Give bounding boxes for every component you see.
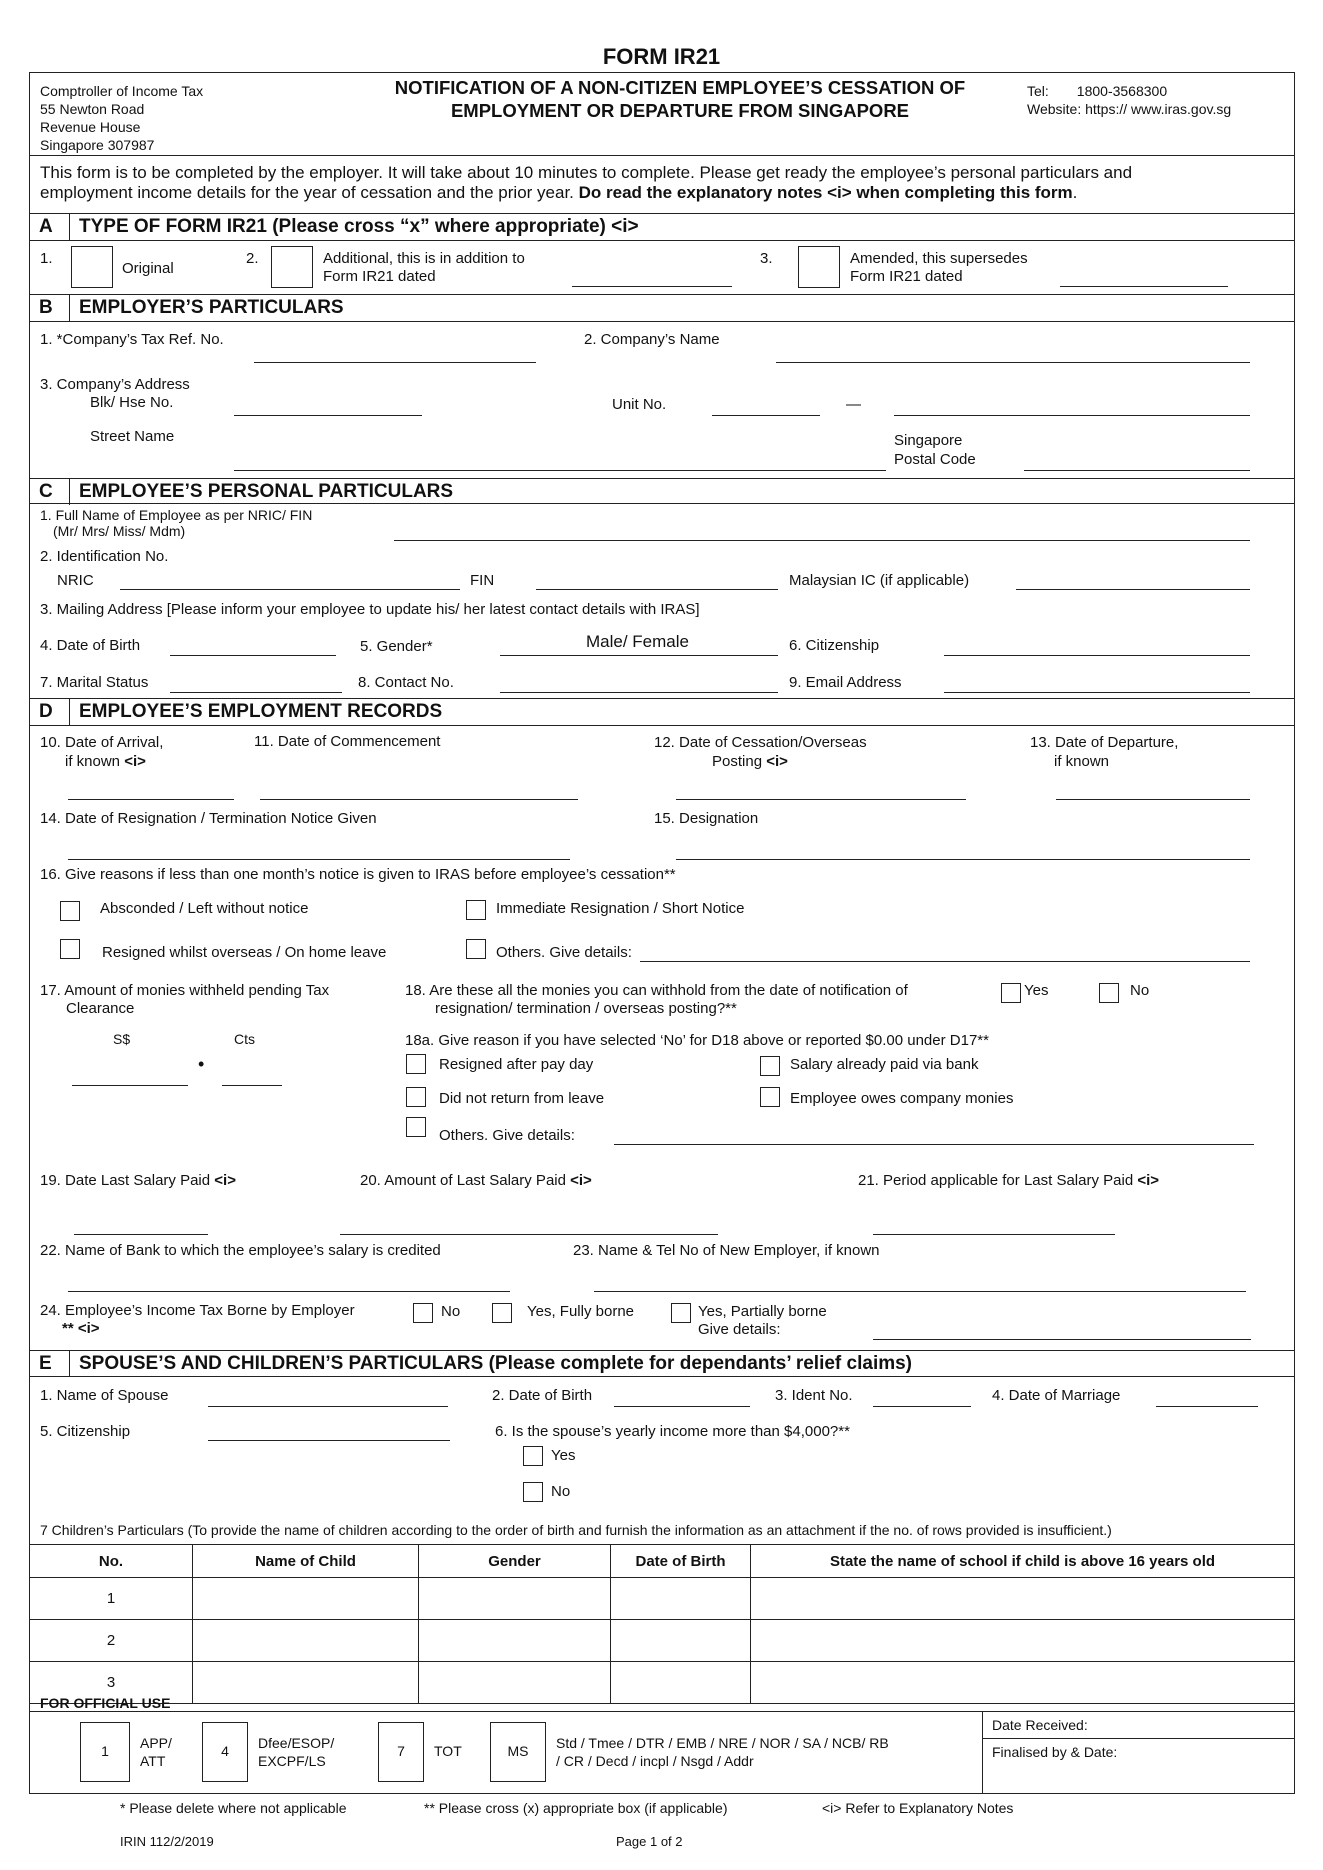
website-link[interactable]: Website: https:// www.iras.gov.sg xyxy=(1027,101,1232,117)
status-codes: Std / Tmee / DTR / EMB / NRE / NOR / SA / NCB/ RB / CR / Decd / incpl / Nsgd / Addr xyxy=(556,1735,889,1769)
spouse-dob-label: 2. Date of Birth xyxy=(492,1387,593,1404)
option-number: 3. xyxy=(760,250,773,267)
designation-field[interactable] xyxy=(676,859,1250,860)
col-header-name: Name of Child xyxy=(193,1545,419,1578)
fin-label: FIN xyxy=(470,572,495,589)
absconded-label: Absconded / Left without notice xyxy=(100,900,309,917)
gender-label: 5. Gender* xyxy=(360,638,433,655)
form-heading: NOTIFICATION OF A NON-CITIZEN EMPLOYEE’S CESSATION OF EMPLOYMENT OR DEPARTURE FROM SINGAPORE xyxy=(394,77,966,121)
section-e-header: E SPOUSE’S AND CHILDREN’S PARTICULARS (Please complete for dependants’ relief claims) xyxy=(29,1351,1295,1377)
q16-others-field[interactable] xyxy=(640,961,1250,962)
q11-label: 11. Date of Commencement xyxy=(254,733,441,750)
q18a-others-field[interactable] xyxy=(614,1144,1254,1145)
q16-others-checkbox[interactable] xyxy=(466,939,486,959)
marriage-date-label: 4. Date of Marriage xyxy=(992,1387,1121,1404)
email-label: 9. Email Address xyxy=(789,674,902,691)
q17-label: 17. Amount of monies withheld pending Tax Clearance xyxy=(40,982,330,1017)
tax-ref-label: 1. *Company’s Tax Ref. No. xyxy=(40,331,224,348)
postal-field[interactable] xyxy=(1024,470,1250,471)
q18a-others-checkbox[interactable] xyxy=(406,1117,426,1137)
absconded-checkbox[interactable] xyxy=(60,901,80,921)
q24-label: 24. Employee’s Income Tax Borne by Employer ** <i> xyxy=(40,1302,355,1337)
spouse-name-label: 1. Name of Spouse xyxy=(40,1387,169,1404)
q18a-label: 18a. Give reason if you have selected ‘No’ for D18 above or reported $0.00 under D17** xyxy=(405,1032,989,1049)
tax-borne-no-checkbox[interactable] xyxy=(413,1303,433,1323)
section-d-header: D EMPLOYEE’S EMPLOYMENT RECORDS xyxy=(29,699,1295,725)
child-dob-cell[interactable] xyxy=(611,1662,751,1704)
q19-label: 19. Date Last Salary Paid <i> xyxy=(40,1172,236,1189)
last-salary-amount-field[interactable] xyxy=(340,1234,718,1235)
last-salary-period-field[interactable] xyxy=(873,1234,1115,1235)
immediate-resignation-label: Immediate Resignation / Short Notice xyxy=(496,900,745,917)
nric-field[interactable] xyxy=(120,589,460,590)
additional-checkbox[interactable] xyxy=(271,246,313,288)
amended-date-field[interactable] xyxy=(1060,286,1228,287)
tax-ref-field[interactable] xyxy=(254,362,536,363)
tax-borne-full-checkbox[interactable] xyxy=(492,1303,512,1323)
app-att-label: APP/ ATT xyxy=(140,1735,172,1769)
child-gender-cell[interactable] xyxy=(419,1662,611,1704)
departure-date-field[interactable] xyxy=(1056,799,1250,800)
owes-company-label: Employee owes company monies xyxy=(790,1090,1014,1107)
original-checkbox[interactable] xyxy=(71,246,113,288)
blk-field[interactable] xyxy=(234,415,422,416)
q18-no-checkbox[interactable] xyxy=(1099,983,1119,1003)
nric-label: NRIC xyxy=(57,572,94,589)
additional-date-field[interactable] xyxy=(572,286,732,287)
official-box-4[interactable]: 4 xyxy=(202,1722,248,1782)
child-dob-cell[interactable] xyxy=(611,1578,751,1620)
additional-label: Additional, this is in addition to Form IR21 dated xyxy=(323,250,525,285)
tel-value: 1800-3568300 xyxy=(1076,83,1168,99)
finalised-label: Finalised by & Date: xyxy=(992,1744,1118,1760)
q18-yes-checkbox[interactable] xyxy=(1001,983,1021,1003)
q15-label: 15. Designation xyxy=(654,810,759,827)
footnote-explanatory: <i> Refer to Explanatory Notes xyxy=(822,1800,1014,1816)
sgd-label: S$ xyxy=(113,1031,131,1047)
child-gender-cell[interactable] xyxy=(419,1578,611,1620)
not-return-label: Did not return from leave xyxy=(439,1090,605,1107)
col-header-gender: Gender xyxy=(419,1545,611,1578)
form-code: IRIN 112/2/2019 xyxy=(120,1834,214,1849)
comptroller-address: Comptroller of Income Tax 55 Newton Road Revenue House Singapore 307987 xyxy=(40,83,204,153)
unit-dash: — xyxy=(846,396,861,413)
tax-borne-full-label: Yes, Fully borne xyxy=(527,1303,635,1320)
dfee-label: Dfee/ESOP/ EXCPF/LS xyxy=(258,1735,335,1769)
marriage-date-field[interactable] xyxy=(1156,1406,1258,1407)
q20-label: 20. Amount of Last Salary Paid <i> xyxy=(360,1172,592,1189)
mailing-address-label: 3. Mailing Address [Please inform your employee to update his/ her latest contact details with IRAS] xyxy=(40,601,700,618)
child-name-cell[interactable] xyxy=(193,1578,419,1620)
fin-field[interactable] xyxy=(536,589,778,590)
official-box-7[interactable]: 7 xyxy=(378,1722,424,1782)
intro-text: This form is to be completed by the employer. It will take about 10 minutes to complete. Please get ready the employee’s personal particulars and employment income details for the year of cessation and the prior year. Do read the explanatory notes <i> when completing this form. xyxy=(40,163,1133,202)
cts-label: Cts xyxy=(234,1031,255,1047)
bank-name-field[interactable] xyxy=(68,1291,510,1292)
q13-label: 13. Date of Departure, if known xyxy=(1030,734,1179,770)
row-number: 1 xyxy=(30,1578,193,1620)
spouse-income-yes-label: Yes xyxy=(551,1447,576,1464)
section-b-header: B EMPLOYER’S PARTICULARS xyxy=(29,295,1295,321)
salary-paid-label: Salary already paid via bank xyxy=(790,1056,979,1073)
col-header-dob: Date of Birth xyxy=(611,1545,751,1578)
page-number: Page 1 of 2 xyxy=(616,1834,683,1849)
q16-label: 16. Give reasons if less than one month’s notice is given to IRAS before employee’s cessation** xyxy=(40,866,676,883)
spouse-ident-field[interactable] xyxy=(873,1406,971,1407)
q18-no-label: No xyxy=(1130,982,1150,999)
child-dob-cell[interactable] xyxy=(611,1620,751,1662)
row-number: 2 xyxy=(30,1620,193,1662)
marital-field[interactable] xyxy=(170,692,342,693)
tax-borne-partial-checkbox[interactable] xyxy=(671,1303,691,1323)
original-label: Original xyxy=(122,260,174,277)
contact-field[interactable] xyxy=(500,692,778,693)
tax-borne-partial-label: Yes, Partially borne Give details: xyxy=(698,1303,827,1338)
section-c-header: C EMPLOYEE’S PERSONAL PARTICULARS xyxy=(29,479,1295,505)
q18-label: 18. Are these all the monies you can withhold from the date of notification of resignation/ termination / overseas posting?** xyxy=(405,982,908,1017)
amount-dollars-field[interactable] xyxy=(72,1085,188,1086)
children-note: 7 Children’s Particulars (To provide the name of children according to the order of birth and furnish the information as an attachment if the no. of rows provided is insufficient.) xyxy=(40,1522,1112,1538)
q10-label: 10. Date of Arrival, if known <i> xyxy=(40,734,164,770)
date-received-label: Date Received: xyxy=(992,1717,1088,1733)
child-name-cell[interactable] xyxy=(193,1662,419,1704)
official-use-title: FOR OFFICIAL USE xyxy=(40,1695,171,1711)
last-salary-date-field[interactable] xyxy=(74,1234,208,1235)
col-header-school: State the name of school if child is above 16 years old xyxy=(751,1545,1295,1578)
company-name-field[interactable] xyxy=(776,362,1250,363)
resigned-after-payday-checkbox[interactable] xyxy=(406,1054,426,1074)
spouse-income-no-checkbox[interactable] xyxy=(523,1482,543,1502)
unit-floor-field[interactable] xyxy=(712,415,820,416)
q18-yes-label: Yes xyxy=(1024,982,1049,999)
spouse-income-yes-checkbox[interactable] xyxy=(523,1446,543,1466)
blk-label: Blk/ Hse No. xyxy=(90,394,174,411)
full-name-label: 1. Full Name of Employee as per NRIC/ FIN (Mr/ Mrs/ Miss/ Mdm) xyxy=(40,507,313,539)
overseas-checkbox[interactable] xyxy=(60,939,80,959)
company-address-label: 3. Company’s Address xyxy=(40,376,190,393)
q21-label: 21. Period applicable for Last Salary Paid <i> xyxy=(858,1172,1160,1189)
citizenship-label: 6. Citizenship xyxy=(789,637,880,654)
spouse-ident-label: 3. Ident No. xyxy=(775,1387,853,1404)
q16-others-label: Others. Give details: xyxy=(496,944,632,961)
immediate-resignation-checkbox[interactable] xyxy=(466,900,486,920)
spouse-dob-field[interactable] xyxy=(614,1406,750,1407)
dob-field[interactable] xyxy=(170,655,336,656)
tel-label: Tel: xyxy=(1027,83,1049,99)
child-school-cell[interactable] xyxy=(751,1578,1295,1620)
salary-paid-checkbox[interactable] xyxy=(760,1056,780,1076)
amended-checkbox[interactable] xyxy=(798,246,840,288)
malaysian-ic-field[interactable] xyxy=(1016,589,1250,590)
amount-cents-field[interactable] xyxy=(222,1085,282,1086)
footnote-cross: ** Please cross (x) appropriate box (if applicable) xyxy=(424,1800,728,1816)
full-name-field[interactable] xyxy=(394,540,1250,541)
citizenship-field[interactable] xyxy=(944,655,1250,656)
child-school-cell[interactable] xyxy=(751,1620,1295,1662)
marital-label: 7. Marital Status xyxy=(40,674,149,691)
official-box-ms[interactable]: MS xyxy=(490,1722,546,1782)
q14-label: 14. Date of Resignation / Termination Notice Given xyxy=(40,810,377,827)
street-field[interactable] xyxy=(234,470,886,471)
child-school-cell[interactable] xyxy=(751,1662,1295,1704)
partial-details-field[interactable] xyxy=(873,1339,1251,1340)
table-header-row xyxy=(30,1545,1295,1578)
dob-label: 4. Date of Birth xyxy=(40,637,141,654)
commencement-date-field[interactable] xyxy=(260,799,578,800)
q18a-others-label: Others. Give details: xyxy=(439,1127,575,1144)
official-box-1[interactable]: 1 xyxy=(80,1722,130,1782)
child-gender-cell[interactable] xyxy=(419,1620,611,1662)
spouse-income-no-label: No xyxy=(551,1483,571,1500)
spouse-citizenship-label: 5. Citizenship xyxy=(40,1423,131,1440)
not-return-checkbox[interactable] xyxy=(406,1087,426,1107)
option-number: 2. xyxy=(246,250,259,267)
owes-company-checkbox[interactable] xyxy=(760,1087,780,1107)
children-table xyxy=(29,1544,1295,1704)
unit-number-field[interactable] xyxy=(894,415,1250,416)
table-row xyxy=(30,1620,1295,1662)
option-number: 1. xyxy=(40,250,53,267)
unit-label: Unit No. xyxy=(612,396,667,413)
resigned-after-payday-label: Resigned after pay day xyxy=(439,1056,594,1073)
street-label: Street Name xyxy=(90,428,175,445)
arrival-date-field[interactable] xyxy=(68,799,234,800)
col-header-no: No. xyxy=(30,1545,193,1578)
resignation-date-field[interactable] xyxy=(68,859,570,860)
row-number: 3 xyxy=(30,1662,193,1704)
postal-label: Singapore Postal Code xyxy=(894,432,976,468)
q12-label: 12. Date of Cessation/Overseas Posting <i> xyxy=(654,734,867,770)
spouse-citizenship-field[interactable] xyxy=(208,1440,450,1441)
tax-borne-no-label: No xyxy=(441,1303,461,1320)
child-name-cell[interactable] xyxy=(193,1620,419,1662)
footnote-delete: * Please delete where not applicable xyxy=(120,1800,347,1816)
q22-label: 22. Name of Bank to which the employee’s salary is credited xyxy=(40,1242,441,1259)
cessation-date-field[interactable] xyxy=(676,799,966,800)
contact-info xyxy=(1027,82,1231,118)
decimal-point: • xyxy=(198,1054,205,1074)
tot-label: TOT xyxy=(434,1743,462,1759)
q23-label: 23. Name & Tel No of New Employer, if known xyxy=(573,1242,880,1259)
new-employer-field[interactable] xyxy=(594,1291,1246,1292)
section-a-header: A TYPE OF FORM IR21 (Please cross “x” where appropriate) <i> xyxy=(29,214,1295,240)
gender-field[interactable] xyxy=(500,655,778,656)
id-number-label: 2. Identification No. xyxy=(40,548,169,565)
table-row xyxy=(30,1662,1295,1704)
overseas-label: Resigned whilst overseas / On home leave xyxy=(102,944,387,961)
email-field[interactable] xyxy=(944,692,1250,693)
table-row xyxy=(30,1578,1295,1620)
malaysian-ic-label: Malaysian IC (if applicable) xyxy=(789,572,970,589)
contact-label: 8. Contact No. xyxy=(358,674,454,691)
form-title: FORM IR21 xyxy=(602,44,721,69)
company-name-label: 2. Company’s Name xyxy=(584,331,720,348)
spouse-name-field[interactable] xyxy=(208,1406,448,1407)
amended-label: Amended, this supersedes Form IR21 dated xyxy=(850,250,1028,285)
spouse-income-question: 6. Is the spouse’s yearly income more than $4,000?** xyxy=(495,1423,850,1440)
gender-value[interactable]: Male/ Female xyxy=(586,632,689,651)
